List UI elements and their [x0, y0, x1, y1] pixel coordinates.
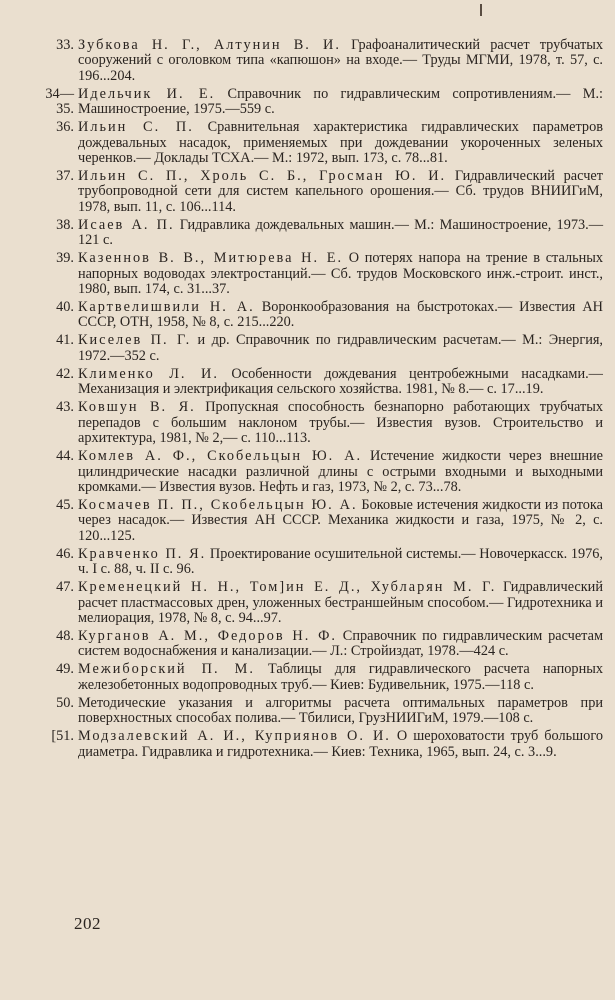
reference-item	[56, 627, 603, 660]
reference-authors: Космачев П. П., Скобельцын Ю. А.	[78, 496, 358, 513]
reference-authors: Киселев П. Г.	[78, 332, 192, 349]
reference-text: и др. Справочник по гидравлическим расчетам.— М.: Энергия, 1972.—352 с.	[78, 332, 603, 364]
reference-authors: Клименко Л. И.	[78, 365, 219, 382]
reference-text: О потерях напора на трение в стальных напорных водоводах электростанций.— Сб. трудов Московского инж.-строит. инст., 1980, вып. 174, с. 31...37.	[78, 250, 604, 298]
reference-number: 45.	[56, 496, 74, 513]
reference-authors: Модзалевский А. И., Куприянов О. И.	[78, 728, 391, 745]
reference-text: О шероховатости труб большого диаметра. Гидравлика и гидротехника.— Киев: Техника, 1965, вып. 24, с. 3...9.	[78, 728, 603, 760]
reference-number: 38.	[56, 216, 74, 233]
reference-item	[56, 299, 603, 331]
reference-authors: Картвелишвили Н. А.	[78, 299, 255, 316]
reference-number: 48.	[56, 627, 74, 644]
reference-authors: Зубкова Н. Г., Алтунин В. И.	[78, 37, 341, 53]
reference-authors: Комлев А. Ф., Скобельцын Ю. А.	[78, 448, 363, 465]
reference-number: 47.	[56, 579, 74, 596]
reference-item	[45, 85, 603, 118]
reference-item	[56, 496, 603, 544]
reference-text: Таблицы для гидравлического расчета напорных железобетонных водопроводных труб.— Киев: Будивельник, 1975.—118 с.	[78, 661, 603, 693]
reference-text: Справочник по гидравлическим расчетам систем водоснабжения и канализации.— Л.: Стройиздат, 1978.—424 с.	[78, 627, 603, 660]
reference-number: 50.	[56, 694, 74, 711]
reference-text: Боковые истечения жидкости из потока через насадок.— Известия АН СССР. Механика жидкости и газа, 1975, № 2, с. 120...125.	[78, 496, 603, 544]
reference-item	[56, 545, 603, 578]
reference-text: Истечение жидкости через внешние цилиндрические насадки различной длины с острыми входными и выходными кромками.— Известия вузов. Нефть и газ, 1973, № 2, с. 73...78.	[78, 448, 603, 495]
reference-authors: Межиборский П. М.	[78, 661, 255, 678]
reference-authors: Ковшун В. Я.	[78, 399, 196, 416]
reference-text: Особенности дождевания центробежными насадками.— Механизация и электрификация сельского хозяйства. 1981, № 8.— с. 17...19.	[78, 365, 603, 398]
reference-number: 36.	[56, 119, 74, 136]
reference-number: 34—	[45, 85, 74, 102]
reference-item	[56, 216, 604, 249]
reference-number: 46.	[56, 545, 74, 562]
reference-item	[56, 365, 603, 398]
page-number: 202	[74, 914, 101, 933]
reference-text: Проектирование осушительной системы.— Новочеркасск. 1976, ч. I с. 88, ч. II с. 96.	[78, 545, 603, 578]
reference-authors: Кременецкий Н. Н., Том]ин Е. Д., Хубларян М. Г.	[78, 579, 497, 596]
reference-text: Графоаналитический расчет трубчатых сооружений с оголовком типа «капюшон» на входе.— Труды МГМИ, 1978, т. 57, с. 196...204.	[78, 37, 604, 84]
reference-number: 49.	[56, 661, 74, 678]
reference-number: 41.	[56, 332, 74, 349]
reference-authors: Курганов А. М., Федоров Н. Ф.	[78, 627, 337, 644]
reference-authors: Идельчик И. Е.	[78, 85, 216, 102]
scan-mark	[480, 4, 482, 16]
reference-authors: Казеннов В. В., Митюрева Н. Е.	[78, 250, 344, 267]
reference-authors: Кравченко П. Я.	[78, 545, 207, 562]
reference-item	[56, 332, 603, 364]
reference-authors: Ильин С. П.	[78, 119, 194, 136]
reference-item	[56, 37, 604, 84]
reference-number: 44.	[56, 448, 74, 465]
reference-number: 33.	[56, 37, 74, 53]
reference-authors: Ильин С. П., Хроль С. Б., Гросман Ю. И.	[78, 168, 447, 185]
reference-text: Гидравлический расчет трубопроводной сети для систем капельного орошения.— Сб. трудов ВНИИГиМ, 1978, вып. 11, с. 106...114.	[78, 168, 603, 215]
reference-item	[51, 728, 603, 760]
reference-item	[56, 250, 604, 298]
reference-item	[56, 399, 603, 447]
reference-number: [51.	[51, 728, 74, 745]
reference-item	[56, 579, 603, 626]
reference-item	[56, 448, 603, 495]
reference-number: 40.	[56, 299, 74, 316]
reference-number: 39.	[56, 250, 74, 267]
reference-number: 43.	[56, 399, 74, 416]
reference-text: Воронкообразования на быстротоках.— Известия АН СССР, ОТН, 1958, № 8, с. 215...220.	[78, 299, 603, 331]
reference-item	[56, 119, 603, 167]
reference-text: Пропускная способность безнапорно работающих трубчатых перепадов с большим наклоном трубы.— Известия вузов. Строительство и архитектура, 1981, № 2,— с. 110...113.	[78, 399, 603, 447]
reference-text: Методические указания и алгоритмы расчета оптимальных параметров при поверхностных способах полива.— Тбилиси, ГрузНИИГиМ, 1979.—108 с.	[78, 694, 603, 727]
reference-number-secondary: 35.	[56, 101, 74, 118]
reference-item	[56, 694, 603, 727]
reference-text: Справочник по гидравлическим сопротивлениям.— М.: Машиностроение, 1975.—559 с.	[78, 85, 603, 118]
reference-text: Сравнительная характеристика гидравлических параметров дождевальных насадок, применяемых при дождевании укороченных зеленых черенков.— Доклады ТСХА.— М.: 1972, вып. 173, с. 78...81.	[78, 119, 603, 167]
reference-item	[56, 168, 603, 215]
reference-number: 42.	[56, 365, 74, 382]
reference-number: 37.	[56, 168, 74, 185]
reference-list	[45, 37, 604, 760]
reference-text: Гидравлический расчет пластмассовых дрен, уложенных бестраншейным способом.— Гидротехника и мелиорация, 1978, № 8, с. 94...97.	[78, 579, 603, 626]
reference-authors: Исаев А. П.	[78, 216, 175, 233]
reference-item	[56, 661, 603, 693]
reference-text: Гидравлика дождевальных машин.— М.: Машиностроение, 1973.—121 с.	[78, 216, 604, 249]
